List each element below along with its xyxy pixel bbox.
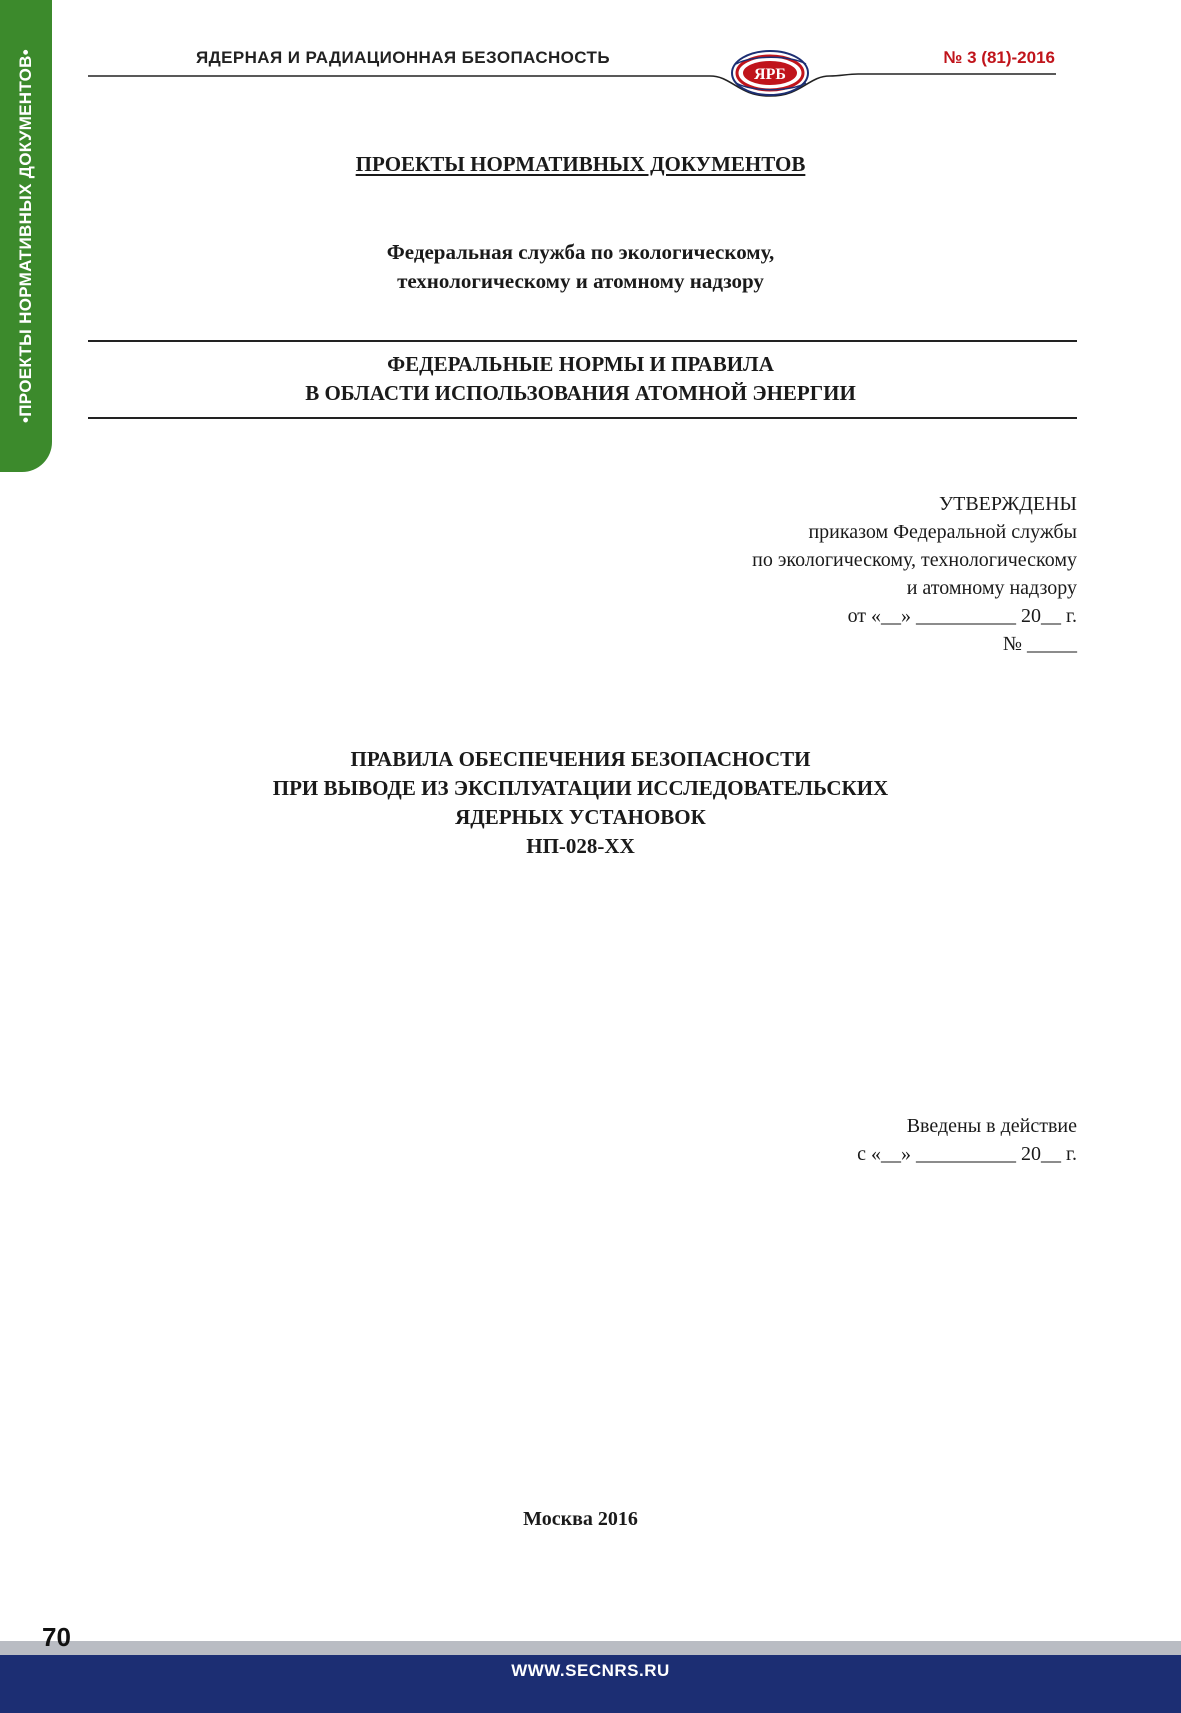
svg-text:ЯРБ: ЯРБ (754, 66, 786, 83)
issue-number: № 3 (81)-2016 (943, 48, 1055, 67)
agency-line-1: Федеральная служба по экологическому, (386, 240, 775, 264)
journal-logo-icon (732, 51, 808, 95)
effective-date: с «__» __________ 20__ г. (857, 1143, 1077, 1165)
document-title (0, 745, 1161, 861)
divider-bottom (88, 417, 1077, 419)
approval-line-2: по экологическому, технологическому (752, 549, 1077, 571)
approval-heading: УТВЕРЖДЕНЫ (938, 493, 1077, 515)
document-title-line-2: ПРИ ВЫВОДЕ ИЗ ЭКСПЛУАТАЦИИ ИССЛЕДОВАТЕЛЬСКИХ (272, 776, 889, 800)
approval-block (752, 490, 1077, 658)
fnp-heading (0, 350, 1161, 408)
approval-number: № _____ (1002, 633, 1077, 655)
effective-block (857, 1112, 1077, 1168)
divider-top (88, 340, 1077, 342)
approval-line-3: и атомному надзору (906, 577, 1077, 599)
section-title-text: ПРОЕКТЫ НОРМАТИВНЫХ ДОКУМЕНТОВ (355, 152, 806, 176)
approval-line-1: приказом Федеральной службы (808, 521, 1077, 543)
fnp-line-2: В ОБЛАСТИ ИСПОЛЬЗОВАНИЯ АТОМНОЙ ЭНЕРГИИ (305, 381, 856, 405)
document-title-line-3: ЯДЕРНЫХ УСТАНОВОК (455, 805, 706, 829)
fnp-line-1: ФЕДЕРАЛЬНЫЕ НОРМЫ И ПРАВИЛА (387, 352, 774, 376)
footer-stripe (0, 1641, 1181, 1655)
city-year: Москва 2016 (523, 1508, 638, 1530)
journal-title: ЯДЕРНАЯ И РАДИАЦИОННАЯ БЕЗОПАСНОСТЬ (196, 48, 610, 67)
effective-line-1: Введены в действие (906, 1115, 1077, 1137)
document-title-line-1: ПРАВИЛА ОБЕСПЕЧЕНИЯ БЕЗОПАСНОСТИ (350, 747, 811, 771)
approval-date: от «__» __________ 20__ г. (847, 605, 1077, 627)
agency-line-2: технологическому и атомному надзору (397, 269, 764, 293)
document-code: НП-028-ХХ (526, 834, 635, 858)
agency-name (0, 238, 1161, 296)
page-number: 70 (42, 1622, 71, 1652)
side-tab-label: •ПРОЕКТЫ НОРМАТИВНЫХ ДОКУМЕНТОВ• (16, 49, 35, 423)
website-link[interactable]: WWW.SECNRS.RU (511, 1661, 670, 1680)
section-title (0, 152, 1161, 177)
